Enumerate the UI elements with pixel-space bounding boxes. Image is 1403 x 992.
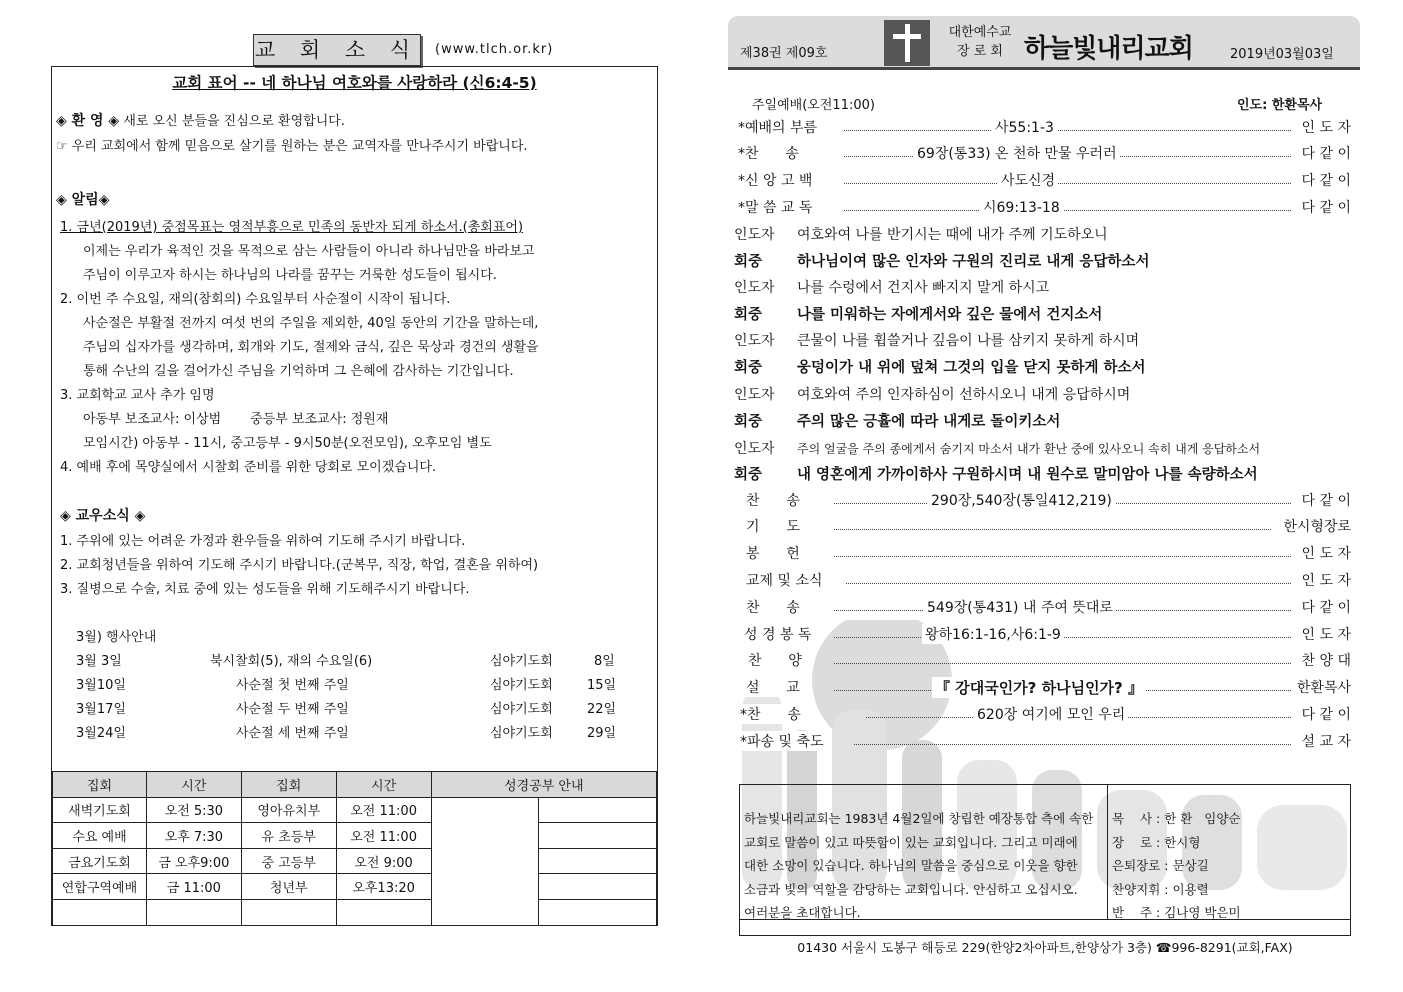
- dotted-leader: [854, 744, 1291, 745]
- schedule-header: 집회: [241, 772, 336, 798]
- event-date: 3월17일: [76, 702, 126, 717]
- event-row: [52, 722, 657, 746]
- order-row: [736, 704, 1351, 728]
- notice-line: 사순절은 부활절 전까지 여섯 번의 주일을 제외한, 40일 동안의 기간을 말하는데,: [83, 316, 539, 331]
- event-name: 사순절 두 번째 주일: [236, 702, 349, 717]
- notice-heading: ◈ 알림◈: [56, 192, 110, 208]
- schedule-cell: 청년부: [241, 874, 336, 900]
- schedule-row: [53, 848, 657, 874]
- meeting-schedule-table: [52, 771, 657, 926]
- schedule-row: [53, 823, 657, 849]
- event-name: 북시찰회(5), 재의 수요일(6): [210, 654, 373, 669]
- order-who: 인 도 자: [1298, 117, 1351, 137]
- order-label: *찬 송: [738, 143, 801, 163]
- order-who: 한시형장로: [1279, 516, 1351, 536]
- order-label: 찬 송: [746, 490, 802, 510]
- schedule-cell: 연합구역예배: [53, 874, 147, 900]
- order-content: 사55:1-3: [992, 117, 1057, 137]
- bible-study-cell: [539, 797, 657, 823]
- staff-list: [1112, 807, 1241, 925]
- schedule-cell: [53, 899, 147, 925]
- notice-line: 3. 교회학교 교사 추가 임명: [60, 388, 215, 403]
- event-day: 29일: [587, 726, 617, 741]
- dotted-leader: [844, 183, 1291, 184]
- schedule-cell: 새벽기도회: [53, 797, 147, 823]
- schedule-cell: 중 고등부: [241, 848, 336, 874]
- order-who: 찬 양 대: [1298, 650, 1351, 670]
- order-who: 다 같 이: [1298, 170, 1351, 190]
- event-prayer: 심야기도회: [490, 654, 553, 669]
- schedule-cell: 오전 11:00: [336, 823, 431, 849]
- church-cross-logo: [884, 20, 930, 66]
- order-who: 인 도 자: [1298, 543, 1351, 563]
- church-motto: 교회 표어 -- 네 하나님 여호와를 사랑하라 (신6:4-5): [172, 74, 537, 92]
- bulletin-banner: [728, 16, 1360, 70]
- bible-study-cell: [539, 823, 657, 849]
- schedule-row: [53, 874, 657, 900]
- event-prayer: 심야기도회: [490, 678, 553, 693]
- bulletin-date: 2019년03월03일: [1230, 47, 1334, 62]
- order-label: *말 씀 교 독: [738, 197, 814, 217]
- order-content: 69장(통33) 온 천하 만물 우러러: [914, 143, 1120, 163]
- order-content: 시69:13-18: [980, 197, 1063, 217]
- prayer-line: 3. 질병으로 수술, 치료 중에 있는 성도들을 위해 기도해주시기 바랍니다.: [60, 582, 470, 597]
- event-day: 8일: [594, 654, 615, 669]
- welcome-note: ☞ 우리 교회에서 함께 믿음으로 살기를 원하는 분은 교역자를 만나주시기 바랍니다.: [56, 139, 528, 154]
- notice-line: 통해 수난의 길을 걸어가신 주님을 기억하며 그 은혜에 감사하는 기간입니다.: [83, 364, 514, 379]
- order-row: [736, 143, 1351, 167]
- staff-item: 목 사 : 한 환 임양순: [1112, 811, 1241, 826]
- schedule-row: [53, 797, 657, 823]
- responsive-line: 인도자 나를 수렁에서 건지사 빠지지 말게 하시고: [734, 280, 1050, 296]
- order-row: [736, 570, 1351, 594]
- church-address: 01430 서울시 도봉구 해등로 229(한양2차아파트,한양상가 3층) ☎996-8291(교회,FAX): [797, 940, 1293, 955]
- bible-study-cell: [539, 899, 657, 925]
- event-name: 사순절 첫 번째 주일: [236, 678, 349, 693]
- order-content: 620장 여기에 모인 우리: [974, 704, 1128, 724]
- schedule-cell: 영아유치부: [241, 797, 336, 823]
- order-label: *찬 송: [740, 704, 803, 724]
- dotted-leader: [834, 663, 1291, 664]
- order-label: 교제 및 소식: [746, 570, 825, 590]
- order-row: [736, 490, 1351, 514]
- responsive-line: 회중 웅덩이가 내 위에 덮쳐 그것의 입을 닫지 못하게 하소서: [734, 360, 1146, 376]
- event-row: [52, 674, 657, 698]
- order-label: 찬 송: [746, 597, 802, 617]
- staff-item: 반 주 : 김나영 박은미: [1112, 905, 1241, 920]
- schedule-header-row: [53, 772, 657, 798]
- responsive-line: 회중 하나님이여 많은 인자와 구원의 진리로 내게 응답하소서: [734, 254, 1150, 270]
- notice-line: 주님이 이루고자 하시는 하나님의 나라를 꿈꾸는 거룩한 성도들이 됩시다.: [83, 268, 497, 283]
- order-row: [736, 170, 1351, 194]
- order-row: [736, 197, 1351, 221]
- bible-study-cell: [539, 874, 657, 900]
- order-row: [736, 624, 1351, 648]
- welcome-heading: ◈ 환 영 ◈: [56, 113, 120, 129]
- schedule-header: 시간: [336, 772, 431, 798]
- order-row: [736, 516, 1351, 540]
- order-row: [736, 677, 1351, 701]
- order-row: [736, 117, 1351, 141]
- order-label: *파송 및 축도: [740, 731, 826, 751]
- church-name: 하늘빛내리교회: [1024, 34, 1193, 64]
- responsive-line: 회중 내 영혼에게 가까이하사 구원하시며 내 원수로 말미암아 나를 속량하소서: [734, 467, 1258, 483]
- order-label: 봉 헌: [746, 543, 802, 563]
- responsive-line: 회중 주의 많은 긍휼에 따라 내게로 돌이키소서: [734, 414, 1061, 430]
- notice-line: 4. 예배 후에 목양실에서 시찰회 준비를 위한 당회로 모이겠습니다.: [60, 460, 437, 475]
- schedule-header: 성경공부 안내: [431, 772, 656, 798]
- church-url[interactable]: (www.tlch.or.kr): [435, 42, 554, 57]
- order-content: 왕하16:1-16,사6:1-9: [922, 624, 1064, 644]
- order-who: 다 같 이: [1298, 597, 1351, 617]
- event-name: 사순절 세 번째 주일: [236, 726, 349, 741]
- staff-item: 장 로 : 한시형: [1112, 834, 1201, 850]
- staff-item: 은퇴장로 : 문상길: [1112, 858, 1209, 873]
- order-content: 사도신경: [998, 170, 1058, 190]
- order-row: [736, 731, 1351, 755]
- schedule-header: 집회: [53, 772, 147, 798]
- church-introduction: 하늘빛내리교회는 1983년 4월2일에 창립한 예장통합 측에 속한 교회로 말씀이 있고 따뜻함이 있는 교회입니다. 그리고 미래에 대한 소망이 있습니다. 하나님의 말씀을 중심으로 이웃을 향한 소금과 빛의 역할을 감당하는 교회입니다. 안심하고 오십시오. 여러분을 초대합니다.: [744, 811, 1094, 920]
- dotted-leader: [834, 556, 1291, 557]
- notice-line: 주님의 십자가를 생각하며, 회개와 기도, 절제와 금식, 깊은 묵상과 경건의 생활을: [83, 340, 539, 355]
- event-prayer: 심야기도회: [490, 726, 553, 741]
- denomination-line: 대한예수교: [948, 25, 1012, 40]
- order-label: 설 교: [746, 677, 802, 697]
- divider: [740, 919, 1350, 920]
- staff-item: 찬양지휘 : 이용렬: [1112, 881, 1209, 897]
- notice-line: 이제는 우리가 육적인 것을 목적으로 삼는 사람들이 아니라 하나님만을 바라보고: [83, 244, 535, 259]
- schedule-row: [53, 899, 657, 925]
- responsive-line: 인도자 주의 얼굴을 주의 종에게서 숨기지 마소서 내가 환난 중에 있사오니 속히 내게 응답하소서: [734, 441, 1261, 457]
- order-who: 다 같 이: [1298, 490, 1351, 510]
- notice-line: 1. 금년(2019년) 중점목표는 영적부흥으로 민족의 동반자 되게 하소서.(총회표어): [60, 220, 524, 235]
- order-who: 설 교 자: [1298, 731, 1351, 751]
- event-day: 22일: [587, 702, 617, 717]
- volume-number: 제38권 제09호: [740, 46, 828, 61]
- order-content: 290장,540장(통일412,219): [928, 490, 1115, 510]
- responsive-line: 인도자 여호와여 나를 반기시는 때에 내가 주께 기도하오니: [734, 227, 1108, 243]
- responsive-line: 인도자 큰물이 나를 휩쓸거나 깊음이 나를 삼키지 못하게 하시며: [734, 333, 1140, 349]
- schedule-cell: 유 초등부: [241, 823, 336, 849]
- event-row: [52, 650, 657, 674]
- news-header: [253, 34, 673, 66]
- order-label: *예배의 부름: [738, 117, 819, 137]
- denomination: [940, 23, 1020, 61]
- dotted-leader: [844, 130, 1291, 131]
- schedule-cell: 오전 11:00: [336, 797, 431, 823]
- event-day: 15일: [587, 678, 617, 693]
- bible-study-cell: [539, 848, 657, 874]
- church-info-box: [739, 784, 1351, 936]
- prayer-heading: ◈ 교우소식 ◈: [60, 508, 146, 524]
- order-label: 성 경 봉 독: [744, 624, 813, 644]
- schedule-cell: 금 오후9:00: [146, 848, 241, 874]
- order-who: 다 같 이: [1298, 143, 1351, 163]
- schedule-cell: 금 11:00: [146, 874, 241, 900]
- schedule-cell: 오전 9:00: [336, 848, 431, 874]
- order-label: 찬 양: [748, 650, 804, 670]
- order-row: [736, 650, 1351, 674]
- news-frame: [51, 66, 658, 926]
- event-prayer: 심야기도회: [490, 702, 553, 717]
- order-who: 인 도 자: [1298, 570, 1351, 590]
- responsive-line: 회중 나를 미워하는 자에게서와 깊은 물에서 건지소서: [734, 307, 1103, 323]
- order-who: 인 도 자: [1298, 624, 1351, 644]
- order-who: 한환목사: [1293, 677, 1351, 697]
- notice-line: 모임시간) 아동부 - 11시, 중고등부 - 9시50분(오전모임), 오후모임 별도: [83, 436, 492, 451]
- order-label: 기 도: [746, 516, 802, 536]
- denomination-line: 장 로 회: [957, 44, 1003, 59]
- order-label: *신 앙 고 백: [738, 170, 814, 190]
- divider: [1107, 785, 1108, 919]
- schedule-cell: 오후13:20: [336, 874, 431, 900]
- order-content: 549장(통431) 내 주여 뜻대로: [924, 597, 1116, 617]
- schedule-cell: [146, 899, 241, 925]
- schedule-cell: 오전 5:30: [146, 797, 241, 823]
- welcome-line: [56, 110, 345, 130]
- service-time: 주일예배(오전11:00): [752, 98, 875, 113]
- dotted-leader: [844, 210, 1291, 211]
- schedule-header: 시간: [146, 772, 241, 798]
- bible-study-cell: [431, 797, 539, 925]
- schedule-cell: [336, 899, 431, 925]
- dotted-leader: [846, 583, 1291, 584]
- service-leader: 인도: 한환목사: [1237, 98, 1323, 113]
- welcome-text: 새로 오신 분들을 진심으로 환영합니다.: [119, 114, 345, 129]
- event-date: 3월24일: [76, 726, 126, 741]
- schedule-cell: 오후 7:30: [146, 823, 241, 849]
- order-who: 다 같 이: [1298, 197, 1351, 217]
- prayer-line: 2. 교회청년들을 위하여 기도해 주시기 바랍니다.(군복무, 직장, 학업, 결혼을 위하여): [60, 558, 539, 573]
- notice-line: 아동부 보조교사: 이상범 중등부 보조교사: 정원재: [83, 412, 389, 427]
- notice-line: 2. 이번 주 수요일, 재의(참회의) 수요일부터 사순절이 시작이 됩니다.: [60, 292, 451, 307]
- schedule-cell: 수요 예배: [53, 823, 147, 849]
- dotted-leader: [834, 529, 1271, 530]
- order-who: 다 같 이: [1298, 704, 1351, 724]
- events-heading: 3월) 행사안내: [76, 630, 157, 645]
- order-row: [736, 543, 1351, 567]
- prayer-line: 1. 주위에 있는 어려운 가정과 환우들을 위하여 기도해 주시기 바랍니다.: [60, 534, 466, 549]
- order-row: [736, 597, 1351, 621]
- sermon-title: 『 강대국인가? 하나님인가? 』: [932, 677, 1146, 698]
- event-date: 3월 3일: [76, 654, 122, 669]
- news-title: 교 회 소 식: [253, 34, 421, 66]
- responsive-line: 인도자 여호와여 주의 인자하심이 선하시오니 내게 응답하시며: [734, 387, 1131, 403]
- event-row: [52, 698, 657, 722]
- schedule-cell: 금요기도회: [53, 848, 147, 874]
- event-date: 3월10일: [76, 678, 126, 693]
- schedule-cell: [241, 899, 336, 925]
